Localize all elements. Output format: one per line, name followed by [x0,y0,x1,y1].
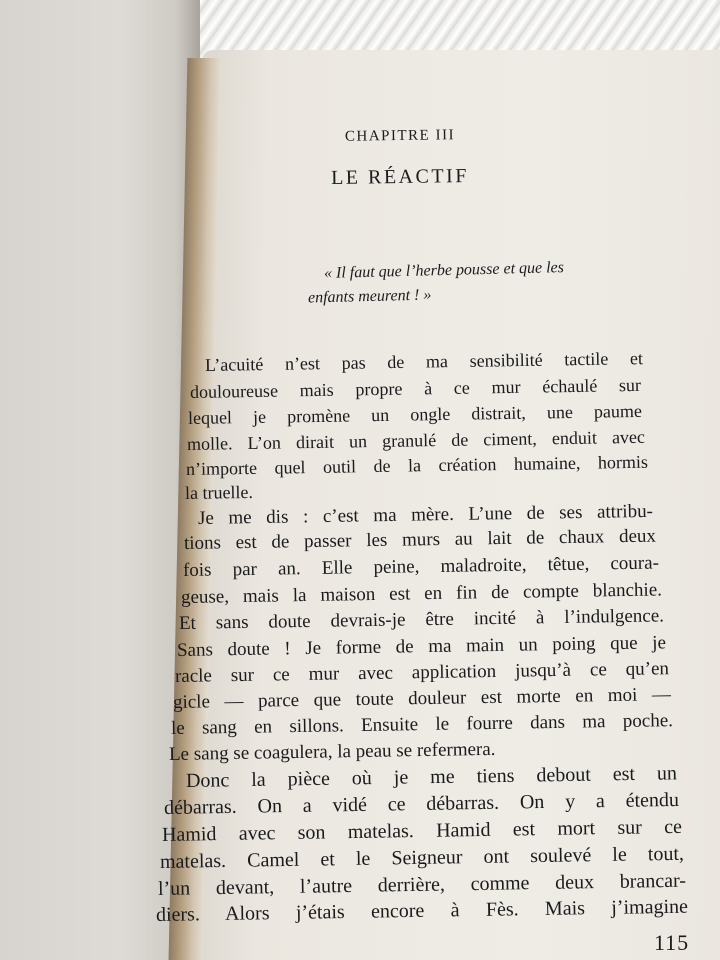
text-line: n’importe quel outil de la création humaine, hormis [185,451,649,479]
text-line: lequel je promène un ongle distrait, une paume [187,400,643,428]
text-line: geuse, mais la maison est en fin de compte blanchie. [180,579,663,608]
text-line: fois par an. Elle peine, maladroite, têtue, coura- [182,552,660,581]
text-line: Je me dis : c’est ma mère. L’une de ses attribu- [197,500,654,529]
epigraph-line: enfants meurent ! » [307,286,432,307]
text-line: Donc la pièce où je me tiens debout est un [185,762,678,792]
text-line: tions est de passer les murs au lait de chaux deux [183,525,657,554]
text-line: diers. Alors j’étais encore à Fès. Mais j’imagine [155,895,689,926]
text-line: racle sur ce mur avec application jusqu’à ce qu’en [174,658,670,687]
text-line: gicle — parce que toute douleur est morte en moi — [172,684,672,713]
text-line: douloureuse mais propre à ce mur échaulé sur [189,374,642,402]
text-line: la truelle. [184,481,254,503]
text-line: le sang en sillons. Ensuite le fourre dans ma poche. [170,710,674,739]
text-line: matelas. Camel et le Seigneur ont soulevé le tout, [159,842,685,873]
epigraph-line: « Il faut que l’herbe pousse et que les [323,259,565,282]
text-line: molle. L’on dirait un granulé de ciment, enduit avec [186,426,646,454]
text-line: Et sans doute devrais-je être incité à l’indulgence. [178,605,665,634]
text-line: l’un devant, l’autre derrière, comme deux brancar- [157,869,687,900]
text-line: débarras. On a vidé ce débarras. On y a étendu [163,788,680,819]
chapter-label: CHAPITRE III [344,127,456,145]
chapter-title: LE RÉACTIF [330,165,470,189]
text-line: Le sang se coagulera, la peau se refermera. [168,738,496,765]
text-line: Sans doute ! Je forme de ma main un poing que je [176,632,667,661]
text-line: L’acuité n’est pas de ma sensibilité tactile et [204,348,644,375]
page-number: 115 [654,930,690,955]
text-line: Hamid avec son matelas. Hamid est mort sur ce [161,815,683,846]
